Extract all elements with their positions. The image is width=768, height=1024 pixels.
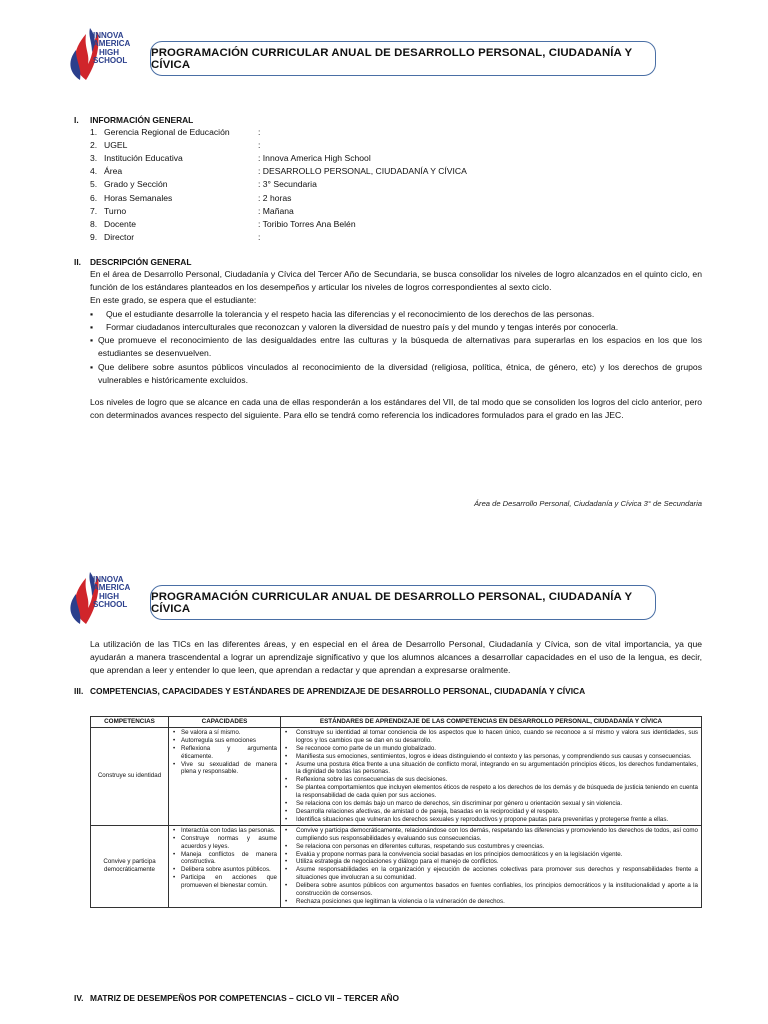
description-bullet-text: Formar ciudadanos interculturales que reconozcan y valoren la diversidad de nuestro país y del mundo y tengas interés por conocerla. — [106, 322, 619, 332]
logo-line-3: HIGH — [99, 591, 119, 601]
info-row-label: Grado y Sección — [104, 179, 168, 190]
logo-line-4: SCHOOL — [93, 600, 128, 610]
info-row-value: : — [258, 140, 261, 151]
section-3-label: COMPETENCIAS, CAPACIDADES Y ESTÁNDARES DE APRENDIZAJE DE DESARROLLO PERSONAL, CIUDADANÍA Y CÍVICA — [90, 686, 586, 696]
estandares-cell — [281, 825, 702, 907]
page-footer-note: Área de Desarrollo Personal, Ciudadanía y Cívica 3° de Secundaria — [473, 499, 702, 508]
section-4-title — [74, 993, 399, 1003]
description-bullet — [90, 321, 702, 334]
estandar-item: • Construye su identidad al tomar conciencia de los aspectos que lo hacen único, cuando se reconoce a sí mismo y valora sus identidades, sus logros y los cambios que se dan en su desarrollo. — [284, 729, 698, 745]
school-logo — [66, 24, 148, 82]
section-4-label: MATRIZ DE DESEMPEÑOS POR COMPETENCIAS – CICLO VII – TERCER AÑO — [90, 993, 399, 1003]
info-row-index: 9. — [90, 231, 98, 242]
capacidad-item: • Participa en acciones que promueven el bienestar común. — [172, 874, 277, 890]
info-row-index: 1. — [90, 127, 98, 137]
info-row-index: 6. — [90, 192, 98, 203]
capacidad-item: • Se valora a sí mismo. — [172, 729, 277, 737]
capacidad-item: • Reflexiona y argumenta éticamente. — [172, 745, 277, 761]
info-row-index: 3. — [90, 153, 98, 164]
info-row-label: UGEL — [104, 140, 128, 151]
estandar-item: • Manifiesta sus emociones, sentimientos, logros e ideas distinguiendo el contexto y las personas, y comprendiendo sus causas y consecuencias. — [284, 753, 698, 761]
estandar-item: • Delibera sobre asuntos públicos con argumentos basados en fuentes confiables, los principios democráticos y la institucionalidad y aporte a la construcción de consensos. — [284, 882, 698, 898]
info-row-label: Director — [104, 231, 135, 242]
section-2-title — [74, 257, 191, 267]
info-row-value: : Innova America High School — [258, 153, 371, 164]
description-bullet-text: Que promueve el reconocimiento de las desigualdades entre las culturas y la búsqueda de alternativas para superarlas en los espacios en los que los estudiantes se desenvuelven. — [98, 335, 702, 358]
column-header-competencias: COMPETENCIAS — [91, 717, 169, 728]
competencies-table — [90, 716, 702, 908]
capacidad-item: • Maneja conflictos de manera constructiva. — [172, 851, 277, 867]
column-header-capacidades: CAPACIDADES — [169, 717, 281, 728]
estandar-item: • Reflexiona sobre las consecuencias de sus decisiones. — [284, 776, 698, 784]
tics-paragraph: La utilización de las TICs en las diferentes áreas, y en especial en el área de Desarrollo Personal, Ciudadanía y Cívica, son de vital importancia, ya que ayudarán a manera trascendental a lograr un aprendizaje significativo y que los alumnos alcances a desarrollar capacidades en el uso de la lengua, es decir, que aprendan a leer y entender lo que leen, que aprendan a redactar y que aprendan a expresarse oralmente. — [90, 639, 702, 675]
description-bullet-text: Que delibere sobre asuntos públicos vinculados al reconocimiento de la diversidad (religiosa, política, étnica, de género, etc) y los derechos de grupos vulnerables e históricamente excluidos. — [98, 362, 702, 385]
competencia-cell: Convive y participa democráticamente — [91, 825, 169, 907]
description-bullet — [90, 361, 702, 387]
estandar-item: • Se plantea comportamientos que incluyen elementos éticos de respeto a los derechos de los demás y de búsqueda de justicia teniendo en cuenta la responsabilidad de cada quien por sus acciones. — [284, 784, 698, 800]
info-row-index: 4. — [90, 166, 98, 177]
column-header-estandares: ESTÁNDARES DE APRENDIZAJE DE LAS COMPETENCIAS EN DESARROLLO PERSONAL, CIUDADANÍA Y CÍVICA — [281, 717, 702, 728]
estandar-item: • Utiliza estrategia de negociaciones y diálogo para el manejo de conflictos. — [284, 858, 698, 866]
description-expect: En este grado, se espera que el estudiante: — [90, 295, 257, 305]
info-row-value: : — [258, 231, 261, 242]
section-1-title — [74, 115, 193, 125]
info-row-label: Docente — [104, 218, 137, 229]
info-row-index: 2. — [90, 140, 98, 151]
description-closing: Los niveles de logro que se alcance en cada una de ellas responderán a los estándares del VII, de tal modo que se consoliden los logros del ciclo anterior, pero con determinados avances respecto del siguiente. Para ello se tendrá como referencia los indicadores formulados para el grado en las JEC. — [90, 397, 702, 420]
logo-line-1: INNOVA — [93, 575, 124, 584]
table-row — [91, 727, 702, 825]
info-row-value: : — [258, 127, 261, 137]
estandar-item: • Asume una postura ética frente a una situación de conflicto moral, integrando en su argumentación principios éticos, los derechos fundamentales, la dignidad de todas las personas. — [284, 761, 698, 777]
description-intro: En el área de Desarrollo Personal, Ciudadanía y Cívica del Tercer Año de Secundaria, se busca consolidar los niveles de logro alcanzados en el quinto ciclo, en función de los estándares planteados en los desempeños y articular los niveles de logros correspondientes al sexto ciclo. — [90, 269, 702, 292]
estandar-item: • Rechaza posiciones que legitiman la violencia o la vulneración de derechos. — [284, 898, 698, 906]
capacidad-item: • Construye normas y asume acuerdos y leyes. — [172, 835, 277, 851]
info-row-label: Institución Educativa — [104, 153, 183, 164]
estandar-item: • Evalúa y propone normas para la convivencia social basadas en los principios democráticos y en la legislación vigente. — [284, 851, 698, 859]
bullet-icon: ▪ — [90, 335, 94, 345]
page-title-banner: PROGRAMACIÓN CURRICULAR ANUAL DE DESARROLLO PERSONAL, CIUDADANÍA Y CÍVICA — [150, 41, 656, 76]
section-3-title — [74, 686, 585, 696]
logo-line-1: INNOVA — [93, 31, 124, 40]
section-1-number: I. — [74, 115, 79, 125]
info-row-value: : 2 horas — [258, 192, 292, 203]
estandar-item: • Asume responsabilidades en la organización y ejecución de acciones colectivas para promover sus derechos y responsabilidades frente a situaciones que involucran a su comunidad. — [284, 866, 698, 882]
info-row-value: : Mañana — [258, 205, 294, 216]
section-1-label: INFORMACIÓN GENERAL — [90, 115, 194, 125]
capacidad-item: • Vive su sexualidad de manera plena y responsable. — [172, 761, 277, 777]
logo-line-3: HIGH — [99, 47, 119, 57]
info-row-label: Horas Semanales — [104, 192, 173, 203]
section-4-number: IV. — [74, 993, 84, 1003]
estandar-item: • Convive y participa democráticamente, relacionándose con los demás, respetando las diferencias y promoviendo los derechos de todos, así como cumpliendo sus responsabilidades y evaluando sus consecuencias. — [284, 827, 698, 843]
section-3-number: III. — [74, 686, 84, 696]
info-row-index: 7. — [90, 205, 98, 216]
estandares-cell — [281, 727, 702, 825]
table-row — [91, 825, 702, 907]
description-bullet-text: Que el estudiante desarrolle la tolerancia y el respeto hacia las diferencias y el reconocimiento de los derechos de las personas. — [106, 309, 595, 319]
capacidad-item: • Delibera sobre asuntos públicos. — [172, 866, 277, 874]
description-bullet — [90, 334, 702, 360]
capacidad-item: • Interactúa con todas las personas. — [172, 827, 277, 835]
bullet-icon: ▪ — [90, 322, 94, 332]
logo-line-2: AMERICA — [93, 39, 131, 49]
estandar-item: • Se relaciona con los demás bajo un marco de derechos, sin discriminar por género u orientación sexual y sin violencia. — [284, 800, 698, 808]
bullet-icon: ▪ — [90, 362, 94, 372]
school-logo — [66, 568, 148, 626]
estandar-item: • Se relaciona con personas en diferentes culturas, respetando sus costumbres y creencias. — [284, 843, 698, 851]
estandar-item: • Identifica situaciones que vulneran los derechos sexuales y reproductivos y propone pautas para prevenirlas y protegerse frente a ellas. — [284, 816, 698, 824]
capacidad-item: • Autorregula sus emociones — [172, 737, 277, 745]
section-2-label: DESCRIPCIÓN GENERAL — [90, 257, 192, 267]
logo-line-2: AMERICA — [93, 583, 131, 593]
capacidades-cell — [169, 825, 281, 907]
info-row-value: : 3° Secundaria — [258, 179, 317, 190]
table-header-row — [91, 717, 702, 728]
description-bullet — [90, 308, 702, 321]
info-row-label: Turno — [104, 205, 127, 216]
page-title-banner: PROGRAMACIÓN CURRICULAR ANUAL DE DESARROLLO PERSONAL, CIUDADANÍA Y CÍVICA — [150, 585, 656, 620]
info-row-label: Área — [104, 166, 123, 177]
logo-line-4: SCHOOL — [93, 56, 128, 66]
info-row-index: 8. — [90, 218, 98, 229]
info-row-index: 5. — [90, 179, 98, 190]
bullet-icon: ▪ — [90, 309, 94, 319]
info-row-value: : Toribio Torres Ana Belén — [258, 218, 356, 229]
section-2-number: II. — [74, 257, 81, 267]
estandar-item: • Se reconoce como parte de un mundo globalizado. — [284, 745, 698, 753]
info-row-label: Gerencia Regional de Educación — [104, 127, 230, 137]
capacidades-cell — [169, 727, 281, 825]
estandar-item: • Desarrolla relaciones afectivas, de amistad o de pareja, basadas en la reciprocidad y el respeto. — [284, 808, 698, 816]
info-row-value: : DESARROLLO PERSONAL, CIUDADANÍA Y CÍVICA — [258, 166, 467, 177]
competencia-cell: Construye su identidad — [91, 727, 169, 825]
